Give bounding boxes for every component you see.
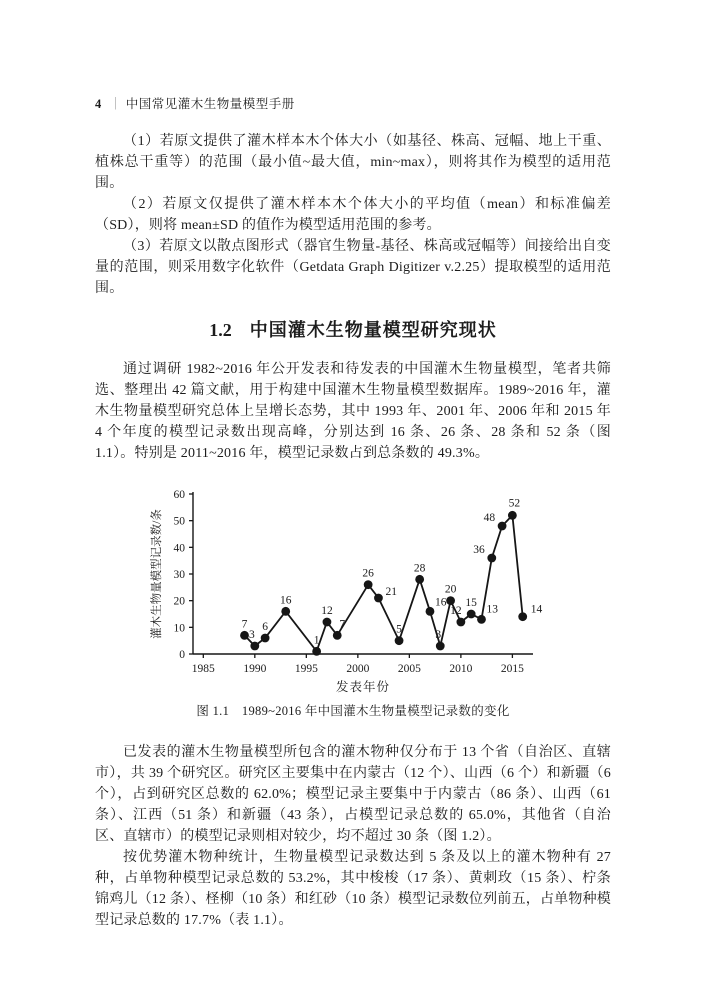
svg-text:21: 21 [385, 586, 397, 598]
svg-text:15: 15 [465, 597, 477, 609]
svg-text:灌木生物量模型记录数/条: 灌木生物量模型记录数/条 [151, 509, 163, 639]
svg-text:13: 13 [486, 603, 498, 616]
records-line-chart [148, 484, 558, 696]
svg-text:5: 5 [396, 623, 402, 636]
svg-text:48: 48 [483, 512, 496, 524]
paragraph-rule-1: （1）若原文提供了灌木样本木个体大小（如基径、株高、冠幅、地上干重、植株总干重等）的范围（最小值~最大值，min~max），则将其作为模型的适用范围。 [95, 134, 611, 191]
svg-text:1990: 1990 [243, 663, 267, 675]
svg-text:7: 7 [241, 618, 248, 631]
svg-text:12: 12 [450, 605, 462, 617]
svg-text:1: 1 [313, 634, 320, 647]
svg-text:50: 50 [173, 515, 185, 528]
svg-text:1985: 1985 [191, 663, 215, 675]
svg-text:12: 12 [321, 605, 333, 617]
svg-text:30: 30 [173, 569, 185, 581]
paragraph-distribution: 已发表的灌木生物量模型所包含的灌木物种仅分布于 13 个省（自治区、直辖市），共 39 个研究区。研究区主要集中在内蒙古（12 个）、山西（6 个）和新疆（6 个），占到研究区总数的 62.0%；模型记录主要集中于内蒙古（86 条）、山西（61 条）、江西（51 条）和新疆（43 条），占模型记录总数的 65.0%，其他省（自治区、直辖市）的模型记录则相对较少，均不超过 30 条（图 1.2）。 [95, 745, 611, 844]
svg-text:7: 7 [339, 618, 346, 631]
page-header [95, 96, 611, 112]
paragraph-intro: 通过调研 1982~2016 年公开发表和待发表的中国灌木生物量模型，笔者共筛选、整理出 42 篇文献，用于构建中国灌木生物量模型数据库。1989~2016 年，灌木生物量模型研究总体上呈增长态势，其中 1993 年、2001 年、2006 年和 2015 年 4 个年度的模型记录数出现高峰，分别达到 16 条、26 条、28 条和 52 条（图 1.1）。特别是 2011~2016 年，模型记录数占到总条数的 49.3%。 [95, 362, 611, 461]
svg-text:16: 16 [434, 596, 447, 609]
svg-text:20: 20 [173, 595, 185, 608]
svg-text:2005: 2005 [397, 663, 421, 675]
svg-text:发表年份: 发表年份 [335, 680, 391, 694]
svg-text:28: 28 [413, 562, 426, 575]
section-number: 1.2 [209, 320, 232, 340]
svg-text:60: 60 [173, 489, 185, 501]
section-title: 中国灌木生物量模型研究现状 [249, 320, 497, 340]
svg-text:2000: 2000 [346, 663, 370, 675]
svg-text:10: 10 [173, 622, 185, 635]
page-number: 4 [95, 97, 102, 111]
svg-text:26: 26 [362, 567, 374, 580]
header-separator-bar: ｜ [111, 97, 120, 111]
paragraph-species: 按优势灌木物种统计，生物量模型记录数达到 5 条及以上的灌木物种有 27 种，占单物种模型记录总数的 53.2%，其中梭梭（17 条）、黄刺玫（15 条）、柠条锦鸡儿（12 条）、柽柳（10 条）和红砂（10 条）模型记录数位列前五，占单物种模型记录总数的 17.7%（表 1.1）。 [95, 850, 611, 928]
section-heading [95, 317, 611, 343]
svg-text:3: 3 [248, 629, 255, 641]
svg-text:2010: 2010 [449, 663, 473, 675]
paragraph-rule-2: （2）若原文仅提供了灌木样本木个体大小的平均值（mean）和标准偏差（SD），则将 mean±SD 的值作为模型适用范围的参考。 [95, 197, 611, 233]
svg-text:6: 6 [262, 621, 268, 633]
svg-text:16: 16 [279, 594, 292, 607]
svg-text:14: 14 [530, 603, 543, 616]
paragraph-rule-3: （3）若原文以散点图形式（器官生物量-基径、株高或冠幅等）间接给出自变量的范围，则采用数字化软件（Getdata Graph Digitizer v.2.25）提取模型的适用范围。 [95, 239, 611, 296]
svg-text:36: 36 [473, 544, 485, 556]
figure-1-1 [95, 484, 611, 720]
svg-text:1995: 1995 [294, 663, 318, 675]
svg-text:0: 0 [179, 649, 185, 661]
page-body [95, 131, 611, 931]
svg-text:40: 40 [173, 542, 185, 555]
book-title: 中国常见灌木生物量模型手册 [125, 97, 295, 111]
svg-text:20: 20 [444, 583, 457, 596]
figure-caption: 图 1.1 1989~2016 年中国灌木生物量模型记录数的变化 [196, 704, 510, 718]
svg-text:52: 52 [508, 497, 521, 510]
svg-text:3: 3 [435, 629, 442, 641]
svg-text:2015: 2015 [500, 663, 524, 675]
